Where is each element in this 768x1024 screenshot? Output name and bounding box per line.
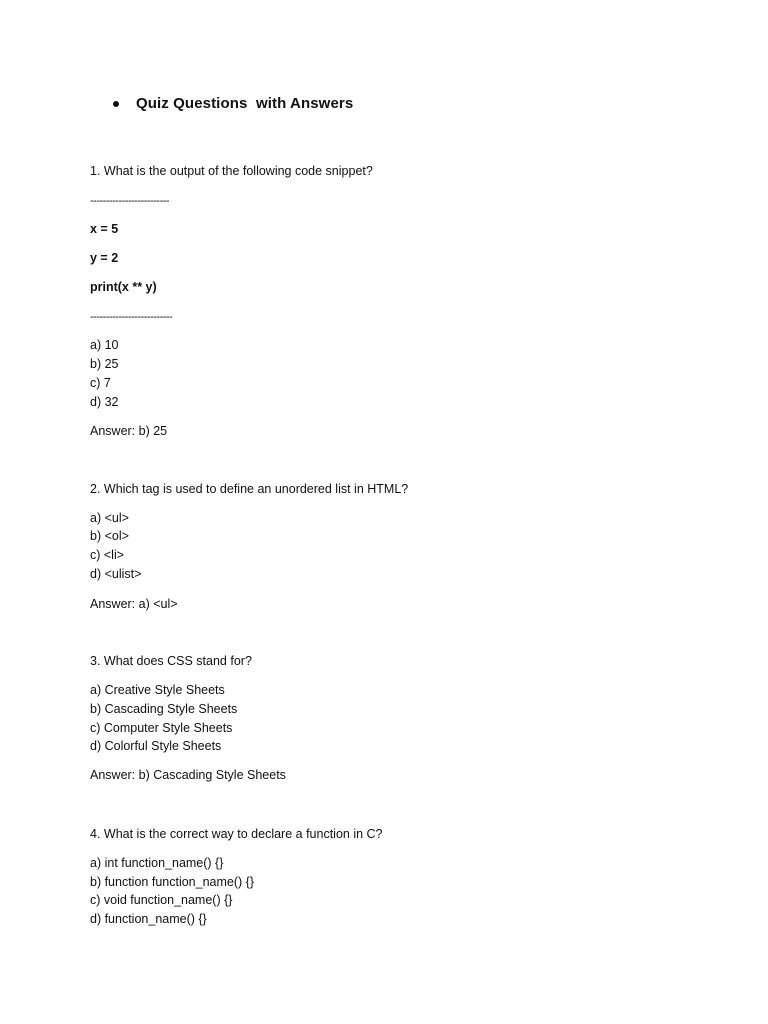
bullet-icon [113, 101, 119, 107]
code-bottom-rule: -------------------------- [90, 311, 173, 323]
code-line-2: y = 2 [90, 251, 119, 265]
question-3-option-a: a) Creative Style Sheets [90, 683, 225, 697]
question-3-option-c: c) Computer Style Sheets [90, 721, 233, 735]
question-2-option-a: a) <ul> [90, 511, 129, 525]
question-2-option-b: b) <ol> [90, 529, 129, 543]
question-4-option-d: d) function_name() {} [90, 912, 207, 926]
code-top-rule: ------------------------- [90, 195, 170, 207]
question-3-text: 3. What does CSS stand for? [90, 654, 252, 668]
question-3-option-b: b) Cascading Style Sheets [90, 702, 238, 716]
heading-row [113, 95, 353, 112]
question-3-answer: Answer: b) Cascading Style Sheets [90, 768, 286, 782]
question-4-option-b: b) function function_name() {} [90, 875, 254, 889]
code-line-3: print(x ** y) [90, 280, 157, 294]
question-2-option-c: c) <li> [90, 548, 125, 562]
question-4-option-c: c) void function_name() {} [90, 893, 233, 907]
question-2-option-d: d) <ulist> [90, 567, 142, 581]
question-3-option-d: d) Colorful Style Sheets [90, 739, 222, 753]
code-line-1: x = 5 [90, 222, 119, 236]
question-1-option-b: b) 25 [90, 357, 119, 371]
question-1-option-c: c) 7 [90, 376, 111, 390]
question-1-option-a: a) 10 [90, 338, 119, 352]
question-4-option-a: a) int function_name() {} [90, 856, 224, 870]
question-2-answer: Answer: a) <ul> [90, 597, 178, 611]
question-4-text: 4. What is the correct way to declare a function in C? [90, 827, 383, 841]
question-1-answer: Answer: b) 25 [90, 424, 168, 438]
question-2-text: 2. Which tag is used to define an unordered list in HTML? [90, 482, 409, 496]
question-1-option-d: d) 32 [90, 395, 119, 409]
question-1-text: 1. What is the output of the following code snippet? [90, 164, 373, 178]
page-heading: Quiz Questions with Answers [136, 95, 354, 112]
